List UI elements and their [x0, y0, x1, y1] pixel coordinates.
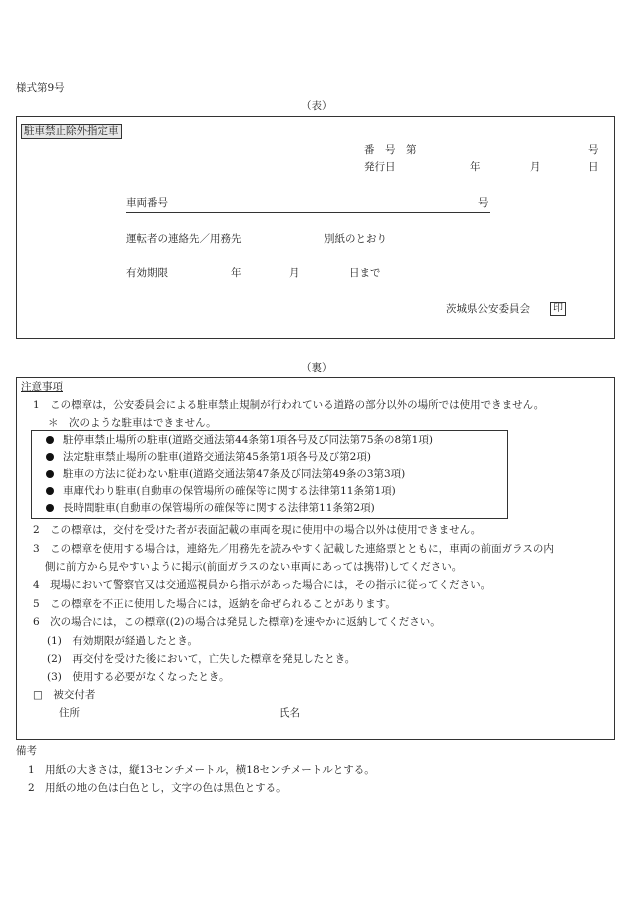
- validity-label: 有効期限: [126, 267, 168, 279]
- bullet-icon: [46, 436, 54, 444]
- driver-contact-label: 運転者の連絡先／用務先: [126, 233, 242, 245]
- note-item-5: 5 この標章を不正に使用した場合には，返納を命ぜられることがあります。: [33, 598, 396, 610]
- validity-until: 日まで: [349, 267, 381, 279]
- note-item-6: 6 次の場合には，この標章((2)の場合は発見した標章)を速やかに返納してください。: [33, 616, 441, 628]
- prohibited-parking-box: [31, 430, 508, 519]
- form-number: 様式第9号: [16, 82, 65, 94]
- validity-month: 月: [289, 267, 300, 279]
- bullet-icon: [46, 504, 54, 512]
- bullet-icon: [46, 470, 54, 478]
- notes-title: 注意事項: [21, 381, 63, 393]
- prohibited-item: 駐停車禁止場所の駐車(道路交通法第44条第1項各号及び同法第75条の8第1項): [46, 435, 433, 446]
- vehicle-number-suffix: 号: [478, 197, 489, 209]
- front-panel: [16, 116, 615, 339]
- note-item-6-sub-2: (2) 再交付を受けた後において，亡失した標章を発見したとき。: [47, 653, 356, 665]
- permit-title: 駐車禁止除外指定車: [21, 124, 122, 139]
- bullet-icon: [46, 453, 54, 461]
- prohibited-item: 駐車の方法に従わない駐車(道路交通法第47条及び同法第49条の3第3項): [46, 469, 405, 480]
- validity-year: 年: [231, 267, 242, 279]
- back-panel: [16, 377, 615, 740]
- vehicle-number-underline: [126, 212, 490, 213]
- recipient-label: □ 被交付者: [33, 689, 96, 701]
- issue-day: 日: [588, 161, 599, 173]
- address-label: 住所: [59, 707, 80, 719]
- issuer: 茨城県公安委員会: [446, 303, 530, 315]
- vehicle-number-label: 車両番号: [126, 197, 168, 209]
- issue-date-label: 発行日: [364, 161, 396, 173]
- remark-item-1: 1 用紙の大きさは，縦13センチメートル，横18センチメートルとする。: [28, 764, 375, 776]
- note-item-3-line1: 3 この標章を使用する場合は，連絡先／用務先を読みやすく記載した連絡票とともに，車両の前面ガラスの内: [33, 543, 554, 555]
- note-item-4: 4 現場において警察官又は交通巡視員から指示があった場合には，その指示に従ってください。: [33, 579, 492, 591]
- note-item-6-sub-3: (3) 使用する必要がなくなったとき。: [47, 671, 230, 683]
- bullet-icon: [46, 487, 54, 495]
- driver-contact-value: 別紙のとおり: [324, 233, 387, 245]
- note-item-6-sub-1: (1) 有効期限が経過したとき。: [47, 635, 198, 647]
- note-item-3-line2: 側に前方から見やすいように掲示(前面ガラスのない車両にあっては携帯)してください。: [45, 561, 463, 573]
- note-item-1-sub: ＊ 次のような駐車はできません。: [48, 417, 217, 429]
- seal-stamp: 印: [550, 302, 566, 316]
- remarks-title: 備考: [16, 745, 37, 757]
- name-label: 氏名: [279, 707, 300, 719]
- prohibited-item: 車庫代わり駐車(自動車の保管場所の確保等に関する法律第11条第1項): [46, 486, 396, 497]
- prohibited-item: 長時間駐車(自動車の保管場所の確保等に関する法律第11条第2項): [46, 503, 375, 514]
- number-suffix: 号: [588, 144, 599, 156]
- front-heading: （表）: [301, 100, 333, 112]
- note-item-2: 2 この標章は，交付を受けた者が表面記載の車両を現に使用中の場合以外は使用できません。: [33, 524, 482, 536]
- back-heading: （裏）: [301, 362, 333, 374]
- number-label: 番 号 第: [364, 144, 417, 156]
- prohibited-item: 法定駐車禁止場所の駐車(道路交通法第45条第1項各号及び第2項): [46, 452, 371, 463]
- note-item-1: 1 この標章は，公安委員会による駐車禁止規制が行われている道路の部分以外の場所では使用できません。: [33, 399, 545, 411]
- issue-month: 月: [530, 161, 541, 173]
- issue-year: 年: [470, 161, 481, 173]
- remark-item-2: 2 用紙の地の色は白色とし，文字の色は黒色とする。: [28, 782, 287, 794]
